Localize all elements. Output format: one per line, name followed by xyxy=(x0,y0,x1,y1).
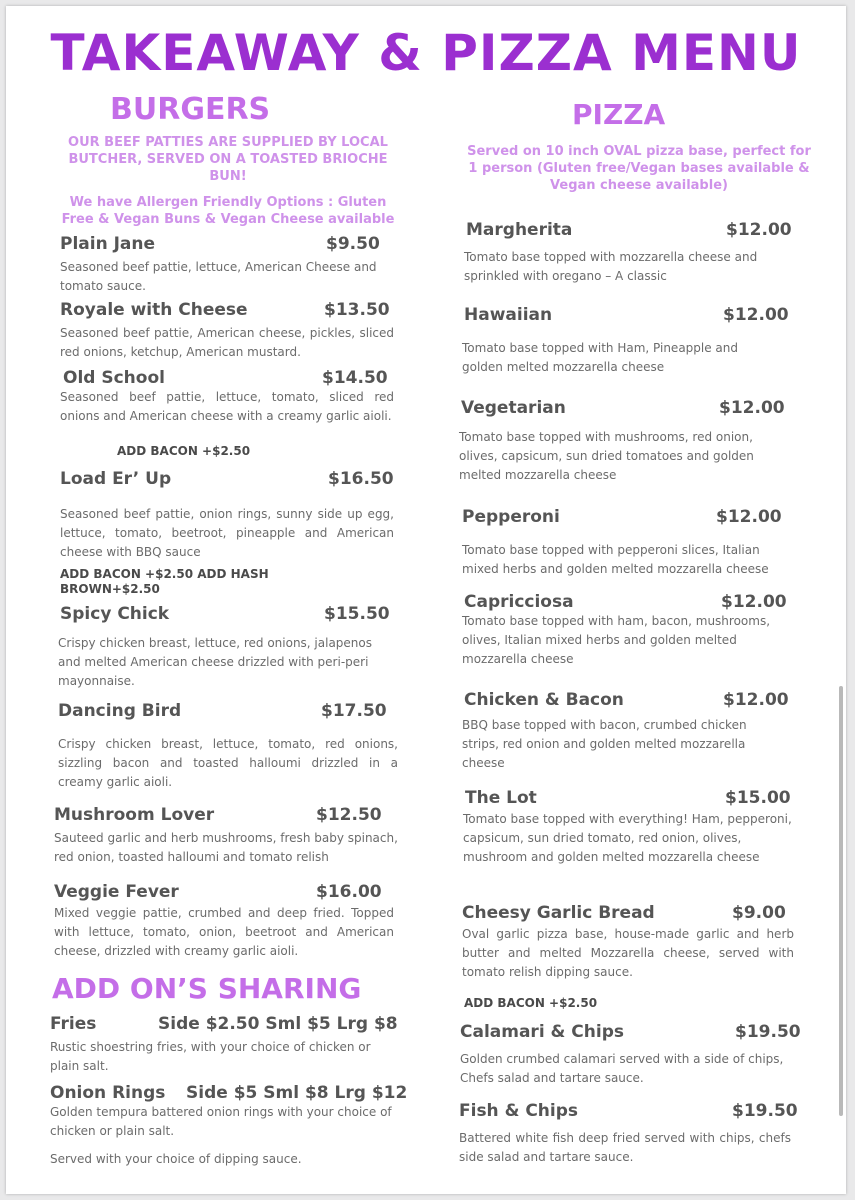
addons-heading: ADD ON’S SHARING xyxy=(52,972,362,1005)
item-description: Sauteed garlic and herb mushrooms, fresh baby spinach, red onion, toasted halloumi and tomato relish xyxy=(54,831,398,864)
item-name: Royale with Cheese xyxy=(60,300,248,320)
item-price: $12.00 xyxy=(719,398,785,418)
burgers-heading: BURGERS xyxy=(110,92,271,127)
item-name: Old School xyxy=(63,368,165,388)
item-name: Capricciosa xyxy=(464,592,574,612)
burgers-note-allergen: We have Allergen Friendly Options : Gluten Free & Vegan Buns & Vegan Cheese available xyxy=(61,195,395,227)
item-name: Hawaiian xyxy=(464,305,553,325)
item-price: $12.00 xyxy=(723,690,789,710)
item-description: Rustic shoestring fries, with your choice of chicken or plain salt. xyxy=(50,1040,371,1073)
item-price: $12.00 xyxy=(716,507,782,527)
item-name: Cheesy Garlic Bread xyxy=(462,903,655,923)
item-price: $12.00 xyxy=(721,592,787,612)
item-description: Golden tempura battered onion rings with your choice of chicken or plain salt. xyxy=(50,1105,392,1138)
item-price: $15.50 xyxy=(324,604,390,624)
item-description: Tomato base topped with mozzarella cheese and sprinkled with oregano – A classic xyxy=(464,250,758,283)
item-description: Oval garlic pizza base, house-made garlic and herb butter and melted Mozzarella cheese, served with tomato relish dipping sauce. xyxy=(462,927,794,979)
item-price: $16.00 xyxy=(316,882,382,902)
item-price: Side $5 Sml $8 Lrg $12 xyxy=(186,1083,408,1103)
item-name: Load Er’ Up xyxy=(60,469,172,489)
item-name: Dancing Bird xyxy=(58,701,182,721)
item-description: Tomato base topped with mushrooms, red onion, olives, capsicum, sun dried tomatoes and golden melted mozzarella cheese xyxy=(459,430,754,482)
item-description: Seasoned beef pattie, American cheese, pickles, sliced red onions, ketchup, American mustard. xyxy=(60,326,394,359)
item-addon: ADD BACON +$2.50 ADD HASH BROWN+$2.50 xyxy=(60,567,269,596)
item-description: Tomato base topped with pepperoni slices, Italian mixed herbs and golden melted mozzarella cheese xyxy=(462,543,769,576)
item-price: $9.50 xyxy=(326,234,380,254)
item-price: $13.50 xyxy=(324,300,390,320)
item-price: $19.50 xyxy=(735,1022,801,1042)
item-description: Tomato base topped with everything! Ham, pepperoni, capsicum, sun dried tomato, red onion, olives, mushroom and golden melted mozzarella cheese xyxy=(463,812,792,864)
item-price: $19.50 xyxy=(732,1101,798,1121)
item-name: Vegetarian xyxy=(461,398,566,418)
item-description: Mixed veggie pattie, crumbed and deep fried. Topped with lettuce, tomato, onion, beetroot and American cheese, drizzled with creamy garlic aioli. xyxy=(54,906,394,958)
item-description: Battered white fish deep fried served with chips, chefs side salad and tartare sauce. xyxy=(459,1131,791,1164)
item-name: Calamari & Chips xyxy=(460,1022,624,1042)
item-description: Tomato base topped with ham, bacon, mushrooms, olives, Italian mixed herbs and golden melted mozzarella cheese xyxy=(462,614,771,666)
burgers-note-beef: OUR BEEF PATTIES ARE SUPPLIED BY LOCAL BUTCHER, SERVED ON A TOASTED BRIOCHE BUN! xyxy=(68,135,388,184)
menu-sheet xyxy=(6,6,846,1194)
item-description: Seasoned beef pattie, lettuce, tomato, sliced red onions and American cheese with a creamy garlic aioli. xyxy=(60,390,394,423)
item-name: Pepperoni xyxy=(462,507,560,527)
scrollbar[interactable] xyxy=(839,686,843,1116)
item-name: Onion Rings xyxy=(50,1083,166,1103)
item-name: The Lot xyxy=(465,788,537,808)
item-price: $12.00 xyxy=(723,305,789,325)
menu-title: TAKEAWAY & PIZZA MENU xyxy=(50,24,802,82)
item-description: Seasoned beef pattie, lettuce, American Cheese and tomato sauce. xyxy=(60,260,377,293)
item-description: Crispy chicken breast, lettuce, tomato, red onions, sizzling bacon and toasted halloumi drizzled in a creamy garlic aioli. xyxy=(58,737,398,789)
item-name: Plain Jane xyxy=(60,234,156,254)
item-price: Side $2.50 Sml $5 Lrg $8 xyxy=(158,1014,398,1034)
item-price: $12.00 xyxy=(726,220,792,240)
item-name: Fries xyxy=(50,1014,97,1034)
item-price: $14.50 xyxy=(322,368,388,388)
item-price: $16.50 xyxy=(328,469,394,489)
dipping-sauce-note: Served with your choice of dipping sauce. xyxy=(50,1152,302,1166)
item-name: Mushroom Lover xyxy=(54,805,215,825)
item-price: $17.50 xyxy=(321,701,387,721)
pizza-note: Served on 10 inch OVAL pizza base, perfect for 1 person (Gluten free/Vegan bases available & Vegan cheese available) xyxy=(467,144,811,193)
item-description: Golden crumbed calamari served with a side of chips, Chefs salad and tartare sauce. xyxy=(460,1052,784,1085)
item-addon: ADD BACON +$2.50 xyxy=(464,996,598,1010)
item-addon: ADD BACON +$2.50 xyxy=(117,444,251,458)
item-price: $15.00 xyxy=(725,788,791,808)
item-description: Tomato base topped with Ham, Pineapple and golden melted mozzarella cheese xyxy=(462,341,739,374)
item-name: Margherita xyxy=(466,220,573,240)
item-price: $9.00 xyxy=(732,903,786,923)
item-description: BBQ base topped with bacon, crumbed chicken strips, red onion and golden melted mozzarella cheese xyxy=(462,718,747,770)
pizza-heading: PIZZA xyxy=(572,98,666,131)
item-name: Spicy Chick xyxy=(60,604,170,624)
item-name: Fish & Chips xyxy=(459,1101,579,1121)
item-name: Chicken & Bacon xyxy=(464,690,624,710)
item-description: Seasoned beef pattie, onion rings, sunny side up egg, lettuce, tomato, beetroot, pineapple and American cheese with BBQ sauce xyxy=(60,507,394,559)
item-price: $12.50 xyxy=(316,805,382,825)
item-name: Veggie Fever xyxy=(54,882,179,902)
item-description: Crispy chicken breast, lettuce, red onions, jalapenos and melted American cheese drizzled with peri-peri mayonnaise. xyxy=(58,636,373,688)
